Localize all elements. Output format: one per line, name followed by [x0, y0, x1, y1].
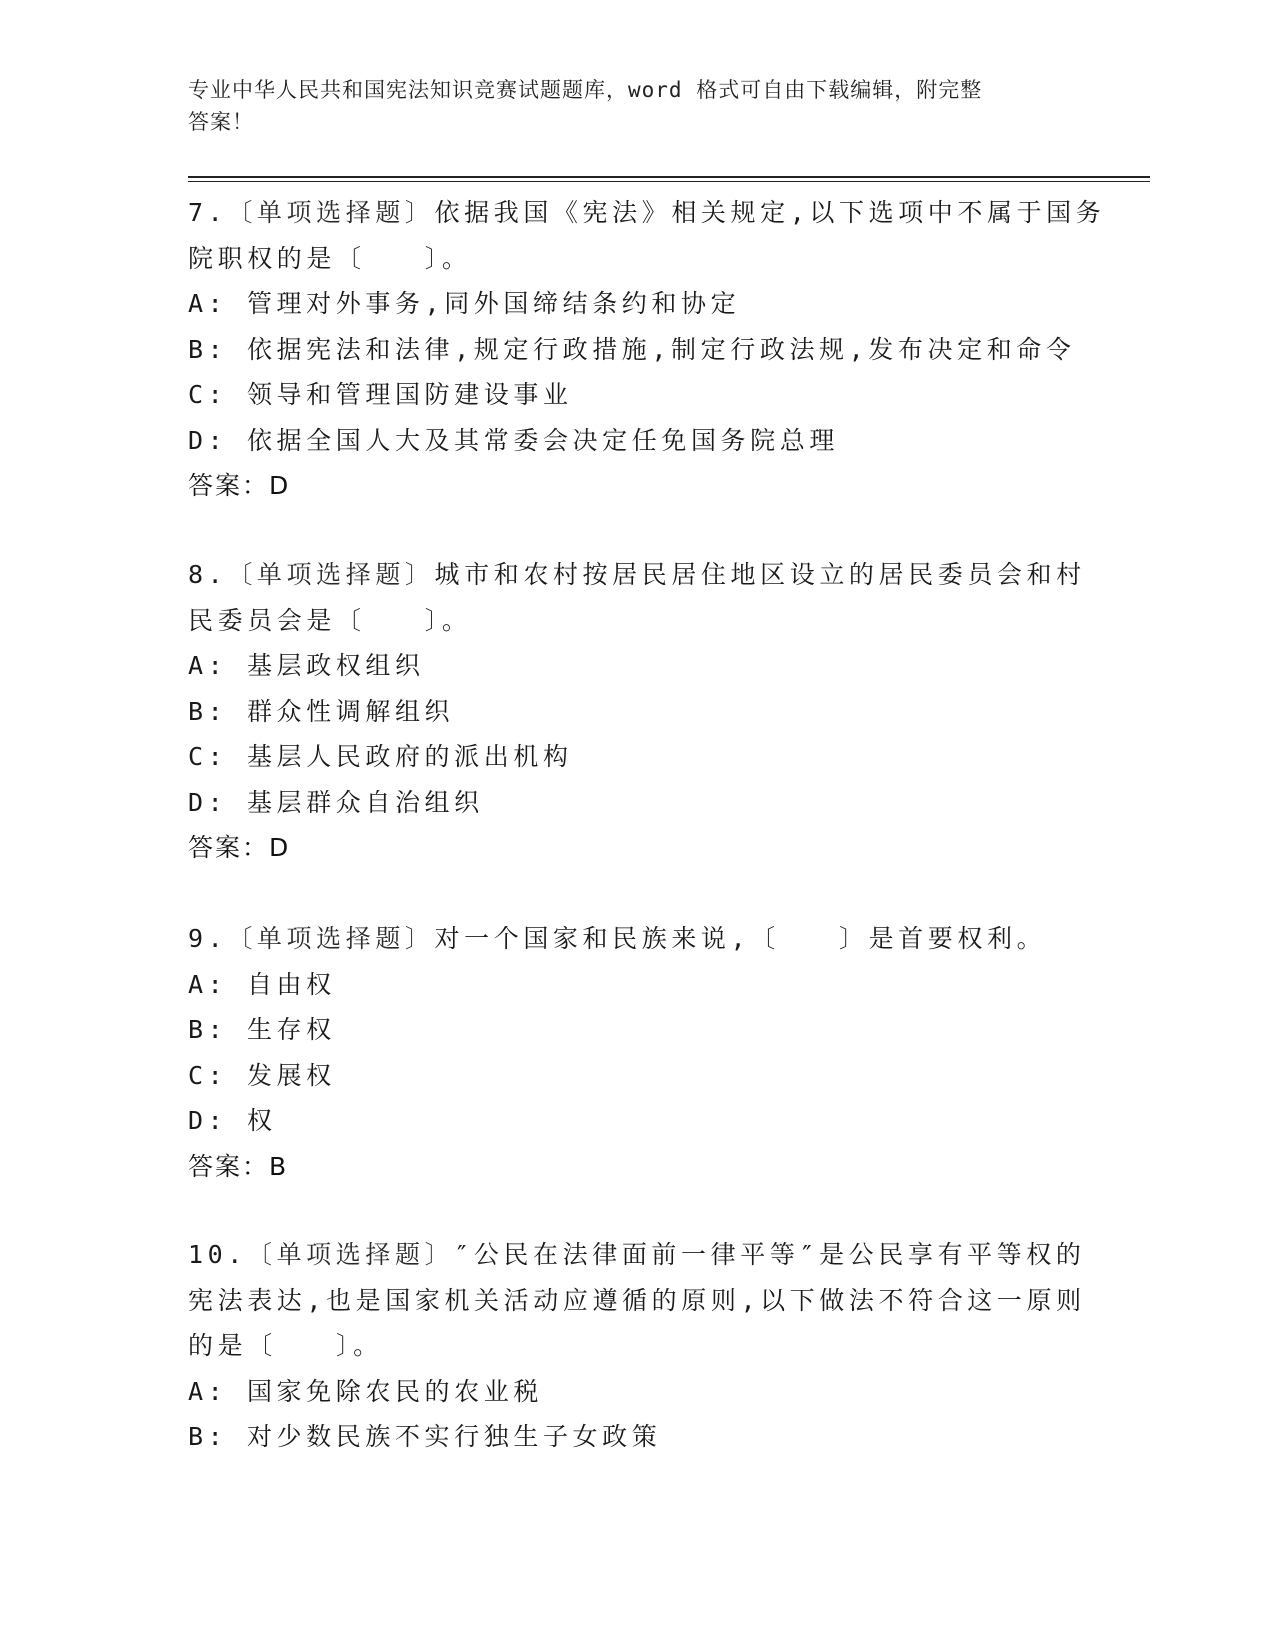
question-number: 8.: [188, 560, 228, 589]
answer-key: 答案：D: [188, 833, 291, 862]
header-line-2: 答案！: [188, 110, 254, 134]
option-b: B: 群众性调解组织: [188, 696, 455, 726]
option-c: C: 基层人民政府的派出机构: [188, 742, 573, 771]
question-stem-line: 的是〔 〕。: [188, 1331, 383, 1360]
question-10: [188, 1232, 1088, 1460]
question-stem-line: 民委员会是〔 〕。: [188, 605, 472, 635]
option-a: A: 自由权: [188, 969, 336, 999]
question-type: 〔单项选择题〕: [246, 1240, 455, 1269]
header-divider-thin: [188, 181, 1150, 182]
question-stem-line: [188, 190, 1106, 236]
question-number: 7.: [188, 198, 228, 227]
option-d: D: 基层群众自治组织: [188, 787, 484, 817]
question-text: ″公民在法律面前一律平等″是公民享有平等权的: [454, 1240, 1086, 1269]
question-stem-line: 宪法表达,也是国家机关活动应遵循的原则,以下做法不符合这一原则: [188, 1285, 1086, 1315]
question-text: 依据我国《宪法》相关规定,以下选项中不属于国务: [434, 198, 1106, 227]
question-8: [188, 552, 1088, 871]
option-d: D: 依据全国人大及其常委会决定任免国务院总理: [188, 425, 839, 455]
option-d: D: 权: [188, 1106, 277, 1135]
answer-key: 答案：B: [188, 1151, 289, 1181]
option-b: B: 依据宪法和法律,规定行政措施,制定行政法规,发布决定和命令: [188, 334, 1076, 364]
option-b: B: 对少数民族不实行独生子女政策: [188, 1422, 662, 1451]
question-stem-line: [188, 916, 1088, 962]
question-type: 〔单项选择题〕: [227, 924, 435, 953]
question-type: 〔单项选择题〕: [227, 198, 435, 227]
question-number: 9.: [188, 924, 228, 953]
question-type: 〔单项选择题〕: [227, 560, 435, 589]
header-divider: [188, 176, 1150, 178]
option-c: C: 发展权: [188, 1060, 336, 1090]
question-7: [188, 190, 1106, 509]
option-c: C: 领导和管理国防建设事业: [188, 380, 573, 409]
option-a: A: 管理对外事务,同外国缔结条约和协定: [188, 289, 741, 318]
answer-key: 答案：D: [188, 471, 291, 500]
question-9: [188, 916, 1088, 1189]
document-header: [188, 74, 1068, 138]
option-b: B: 生存权: [188, 1015, 336, 1044]
option-a: A: 国家免除农民的农业税: [188, 1376, 543, 1406]
header-line-1: 专业中华人民共和国宪法知识竞赛试题题库，word 格式可自由下载编辑，附完整: [188, 78, 983, 102]
question-text: 对一个国家和民族来说,〔 〕是首要权利。: [434, 924, 1047, 953]
question-stem-line: 院职权的是〔 〕。: [188, 243, 472, 273]
question-text: 城市和农村按居民居住地区设立的居民委员会和村: [434, 560, 1086, 589]
question-number: 10.: [188, 1240, 247, 1269]
question-stem-line: [188, 552, 1088, 598]
option-a: A: 基层政权组织: [188, 651, 425, 680]
question-stem-line: [188, 1232, 1088, 1278]
